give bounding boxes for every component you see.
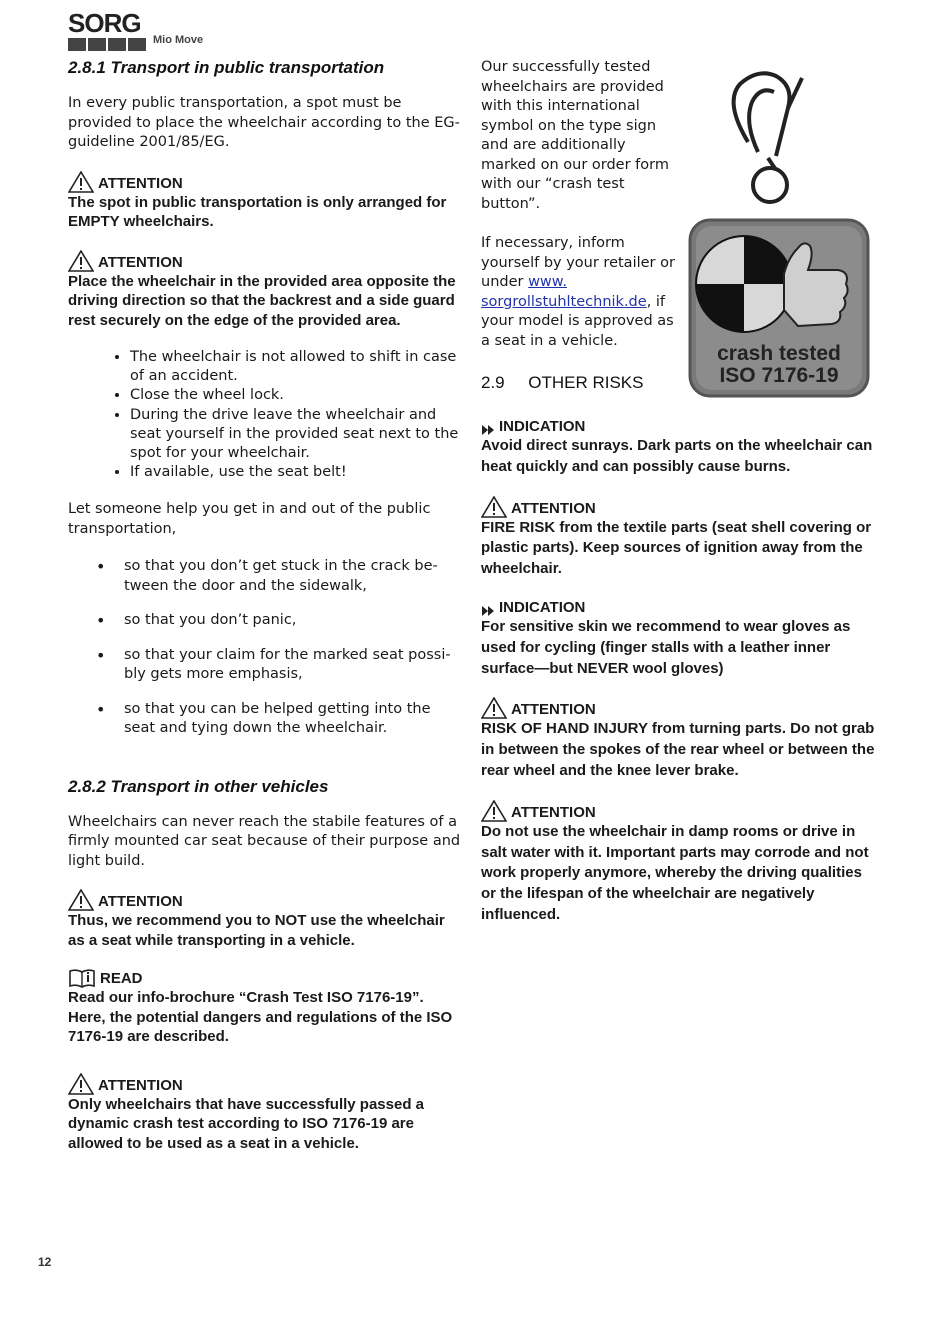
warning-icon: [481, 496, 507, 518]
paragraph-text: If necessary, inform yourself by your retailer or under: [481, 235, 675, 290]
attention-label: ATTENTION: [98, 893, 183, 911]
attention-text: The spot in public transportation is only arranged for EMPTY wheelchairs.: [68, 193, 447, 230]
indication-text: Avoid direct sunrays. Dark parts on the wheelchair can heat quickly and can possibly cause burns.: [481, 437, 873, 475]
attention-label: ATTENTION: [98, 1076, 183, 1094]
book-icon: [68, 968, 96, 988]
attention-text: Thus, we recommend you to NOT use the wheelchair as a seat while transporting in a vehicle.: [68, 912, 445, 949]
brand-logo: [68, 6, 228, 48]
list-item: • During the drive leave the wheelchair and seat yourself in the provided seat next to the spot for your wheelchair.: [130, 406, 464, 464]
attention-text: Place the wheelchair in the provided area opposite the driving direction so that the backrest and a side guard rest securely on the edge of the provided area.: [68, 272, 456, 329]
attention-label: ATTENTION: [98, 174, 183, 192]
warning-icon: [68, 171, 94, 193]
warning-icon: [481, 800, 507, 822]
page-number: 12: [38, 1255, 52, 1269]
attention-text: FIRE RISK from the textile parts (seat shell covering or plastic parts). Keep sources of ignition away from the wheelchair.: [481, 518, 872, 578]
paragraph: Our successfully tested wheelchairs are provided with this international symbol on the type sign and are additionally marked on our order form with our “crash test button”.: [481, 59, 669, 212]
section-heading-2-9: 2.9 OTHER RISKS: [481, 373, 644, 392]
list-item: • If available, use the seat belt!: [130, 463, 464, 482]
list-item: • so that you don’t panic,: [124, 611, 464, 631]
paragraph: Wheelchairs can never reach the stabile features of a firmly mounted car seat because of their purpose and light build.: [68, 813, 461, 869]
indication-label: INDICATION: [499, 418, 586, 435]
read-label: READ: [100, 970, 143, 988]
paragraph: In every public transportation, a spot must be provided to place the wheelchair according to the EG-guideline 2001/85/EG.: [68, 95, 460, 150]
attention-label: ATTENTION: [511, 701, 596, 719]
section-heading-2-8-1: 2.8.1 Transport in public transportation: [68, 58, 385, 77]
right-column: [481, 58, 881, 944]
website-link[interactable]: www. sorgrollstuhltechnik.de: [481, 274, 647, 310]
indication-notice: [481, 417, 881, 478]
attention-notice: [68, 1073, 464, 1154]
paragraph: Let someone help you get in and out of the public transportation,: [68, 501, 431, 537]
indication-notice: [481, 598, 881, 679]
badge-line-1: crash tested: [717, 342, 841, 365]
indication-label: INDICATION: [499, 598, 586, 616]
attention-text: RISK OF HAND INJURY from turning parts. Do not grab in between the spokes of the rear wheel or between the rear wheel and the knee lever brake.: [481, 720, 875, 779]
logo-blocks: [68, 36, 148, 55]
logo-wordmark: SORG: [68, 8, 141, 38]
list-item: • so that your claim for the marked seat possi-bly gets more emphasis,: [124, 646, 464, 685]
left-column: [68, 58, 464, 1171]
warning-icon: [68, 250, 94, 272]
attention-label: ATTENTION: [511, 803, 596, 821]
list-item: • so that you don’t get stuck in the crack be-tween the door and the sidewalk,: [124, 557, 464, 596]
list-item: • so that you can be helped getting into the seat and tying down the wheelchair.: [124, 700, 464, 739]
attention-text: Do not use the wheelchair in damp rooms or drive in salt water with it. Important parts may corrode and not work properly anymore, whereby the driving qualities or the lifespan of the wheelchair are negatively influenced.: [481, 822, 869, 923]
section-heading-2-8-2: 2.8.2 Transport in other vehicles: [68, 776, 329, 796]
attention-notice: [481, 496, 881, 580]
attention-text: Only wheelchairs that have successfully passed a dynamic crash test according to ISO 7176-19 are allowed to be used as a seat in a vehicle.: [68, 1095, 424, 1152]
list-item: • The wheelchair is not allowed to shift in case of an accident.: [130, 348, 464, 386]
bullet-list: [68, 557, 464, 739]
read-text: Read our info-brochure “Crash Test ISO 7176-19”. Here, the potential dangers and regulations of the ISO 7176-19 are described.: [68, 989, 453, 1046]
attention-label: ATTENTION: [511, 499, 596, 517]
warning-icon: [68, 1073, 94, 1095]
warning-icon: [481, 697, 507, 719]
attention-notice: [481, 800, 881, 926]
list-item: • Close the wheel lock.: [130, 386, 464, 405]
read-notice: [68, 968, 464, 1047]
indication-text: For sensitive skin we recommend to wear gloves as used for cycling (finger stalls with a leather inner surface—but NEVER wool gloves): [481, 617, 851, 677]
attention-notice: [68, 250, 464, 331]
attention-label: ATTENTION: [98, 253, 183, 271]
model-name: Mio Move: [153, 34, 204, 46]
paragraph-text: , if your model is approved as a seat in a vehicle.: [481, 293, 674, 349]
warning-icon: [68, 889, 94, 911]
attention-notice: [68, 171, 464, 232]
paragraph: [481, 234, 677, 351]
attention-notice: [481, 697, 881, 781]
badge-line-2: ISO 7176-19: [719, 364, 839, 387]
fast-forward-icon: [481, 424, 495, 436]
attention-notice: [68, 889, 464, 950]
bullet-list: [68, 348, 464, 482]
fast-forward-icon: [481, 605, 495, 617]
